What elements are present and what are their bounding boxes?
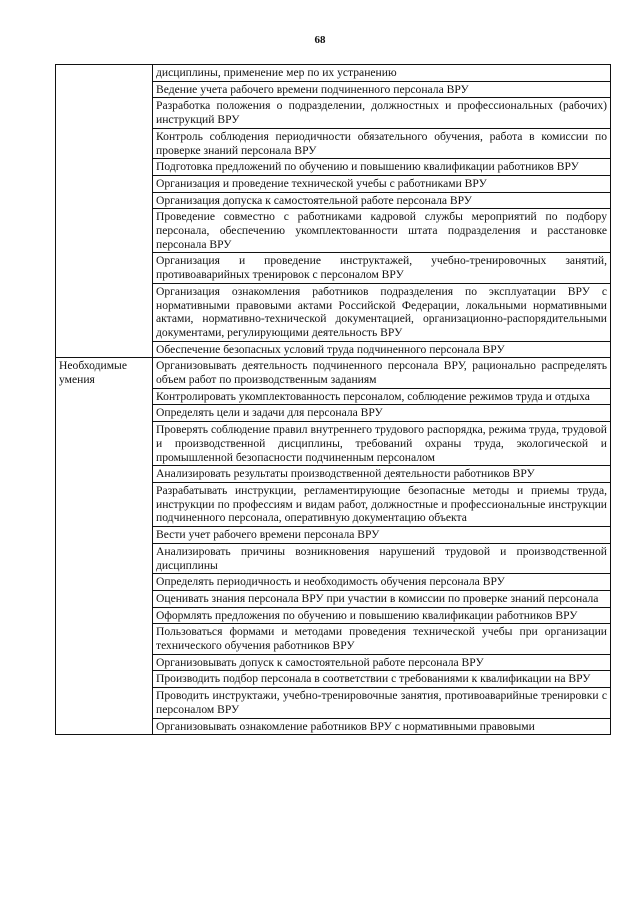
table-cell: Разрабатывать инструкции, регламентирующие безопасные методы и приемы труда, инструкции по профессиям и видам работ, должностные и профессиональные инструкции подчиненного персонала, оперативную документацию объекта: [153, 482, 611, 526]
table-cell: Оформлять предложения по обучению и повышению квалификации работников ВРУ: [153, 607, 611, 624]
table-cell: Вести учет рабочего времени персонала ВРУ: [153, 527, 611, 544]
table-cell: Пользоваться формами и методами проведения технической учебы при организации технического обучения работников ВРУ: [153, 624, 611, 654]
table-cell: Проводить инструктажи, учебно-тренировочные занятия, противоаварийные тренировки с персоналом ВРУ: [153, 688, 611, 718]
table-row: [56, 358, 611, 388]
table-cell: Организация и проведение инструктажей, учебно-тренировочных занятий, противоаварийных тренировок с персоналом ВРУ: [153, 253, 611, 283]
table-cell: Организовывать деятельность подчиненного персонала ВРУ, рационально распределять объем работ по производственным заданиям: [153, 358, 611, 388]
table-cell: Организация допуска к самостоятельной работе персонала ВРУ: [153, 192, 611, 209]
table-cell: Организовывать допуск к самостоятельной работе персонала ВРУ: [153, 654, 611, 671]
table-cell: Подготовка предложений по обучению и повышению квалификации работников ВРУ: [153, 159, 611, 176]
section-label: Необходимые умения: [56, 358, 153, 735]
table-cell: Оценивать знания персонала ВРУ при участии в комиссии по проверке знаний персонала: [153, 590, 611, 607]
table-row: [56, 65, 611, 82]
table-cell: Разработка положения о подразделении, должностных и профессиональных (рабочих) инструкций ВРУ: [153, 98, 611, 128]
page-number: 68: [314, 34, 326, 46]
table-cell: Организовывать ознакомление работников ВРУ с нормативными правовыми: [153, 718, 611, 735]
table-cell: Обеспечение безопасных условий труда подчиненного персонала ВРУ: [153, 341, 611, 358]
table-cell: Контролировать укомплектованность персоналом, соблюдение режимов труда и отдыха: [153, 388, 611, 405]
table-cell: Определять цели и задачи для персонала ВРУ: [153, 405, 611, 422]
table-cell: Организация ознакомления работников подразделения по эксплуатации ВРУ с нормативными правовыми актами Российской Федерации, локальными нормативными актами, нормативно-технической документацией, организационно-распорядительными документами, регулирующими деятельность ВРУ: [153, 283, 611, 341]
table-cell: Организация и проведение технической учебы с работниками ВРУ: [153, 175, 611, 192]
table-cell: Определять периодичность и необходимость обучения персонала ВРУ: [153, 574, 611, 591]
table-cell: Проверять соблюдение правил внутреннего трудового распорядка, режима труда, трудовой и производственной дисциплины, требований охраны труда, экологической и промышленной безопасности подчиненным персоналом: [153, 422, 611, 466]
requirements-table: [55, 64, 611, 735]
table-cell: Анализировать результаты производственной деятельности работников ВРУ: [153, 466, 611, 483]
table-cell: Проведение совместно с работниками кадровой службы мероприятий по подбору персонала, обеспечению укомплектованности штата подразделения и расстановке персонала ВРУ: [153, 209, 611, 253]
section-label: [56, 65, 153, 358]
table-cell: дисциплины, применение мер по их устранению: [153, 65, 611, 82]
table-cell: Ведение учета рабочего времени подчиненного персонала ВРУ: [153, 81, 611, 98]
table-cell: Контроль соблюдения периодичности обязательного обучения, работа в комиссии по проверке знаний персонала ВРУ: [153, 128, 611, 158]
table-cell: Анализировать причины возникновения нарушений трудовой и производственной дисциплины: [153, 543, 611, 573]
table-cell: Производить подбор персонала в соответствии с требованиями к квалификации на ВРУ: [153, 671, 611, 688]
